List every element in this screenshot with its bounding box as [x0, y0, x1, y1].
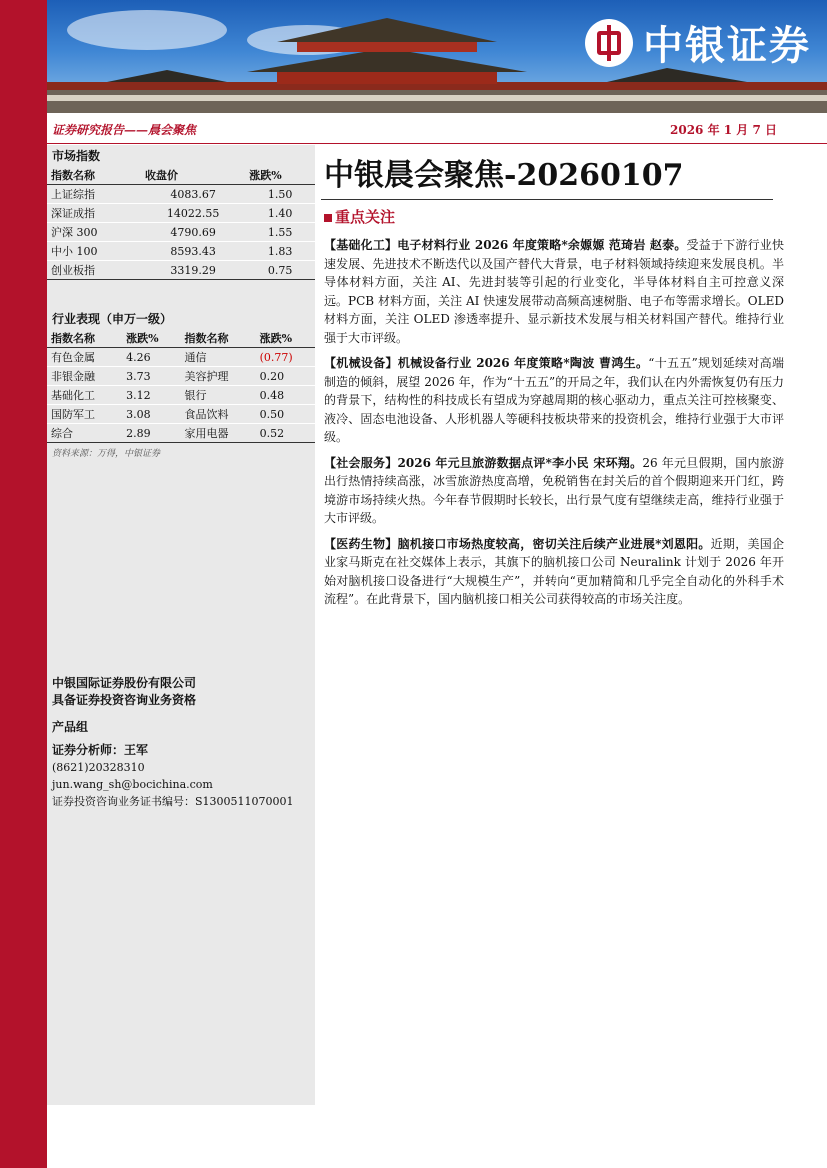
- title-divider: [321, 199, 773, 200]
- square-bullet-icon: [324, 214, 332, 222]
- analyst-cert: 证券投资咨询业务证书编号：S1300511070001: [52, 795, 294, 808]
- table-row: [47, 242, 315, 261]
- industry-name: 银行: [181, 386, 256, 405]
- industry-name: 综合: [47, 424, 122, 443]
- index-change: 1.40: [245, 204, 315, 223]
- market-index-table: [47, 166, 315, 280]
- index-close: 8593.43: [141, 242, 245, 261]
- analyst-email[interactable]: jun.wang_sh@bocichina.com: [52, 778, 213, 791]
- table-row: [47, 405, 315, 424]
- industry-change: (0.77): [256, 348, 315, 367]
- industry-change: 3.12: [122, 386, 180, 405]
- industry-title: 行业表现（申万一级）: [52, 312, 173, 326]
- index-name: 中小 100: [47, 242, 141, 261]
- paragraph-text: 近期，美国企业家马斯克在社交媒体上表示，其旗下的脑机接口公司 Neuralink 计划于 2026 年开始对脑机接口设备进行“大规模生产”，并转向“更加精简和几乎完全自动化的外科手术流程”。在此背景下，国内脑机接口相关公司获得较高的市场关注度。: [324, 536, 784, 606]
- col-header: 指数名称: [181, 329, 256, 348]
- report-type: 证券研究报告——晨会聚焦: [52, 123, 197, 137]
- source-note: 资料来源：万得，中银证券: [52, 449, 161, 459]
- industry-change: 0.50: [256, 405, 315, 424]
- article-body: [324, 236, 784, 616]
- table-row: [47, 185, 315, 204]
- industry-name: 国防军工: [47, 405, 122, 424]
- report-subbar: [47, 113, 827, 144]
- table-row: [47, 204, 315, 223]
- col-header: 指数名称: [47, 166, 141, 185]
- market-index-title: 市场指数: [52, 149, 101, 163]
- industry-change: 2.89: [122, 424, 180, 443]
- paragraph-text: “十五五”规划延续对高端制造的倾斜，展望 2026 年，作为“十五五”的开局之年，我们认在内外需恢复仍有压力的背景下，结构性的科技成长有望成为穿越周期的核心驱动力，重点关注可控核聚变、液冷、固态电池设备、人形机器人等硬科技板块带来的投资机会，维持行业强于大市评级。: [324, 356, 784, 444]
- boc-logo-icon: [585, 19, 633, 67]
- industry-change: 3.08: [122, 405, 180, 424]
- industry-name: 通信: [181, 348, 256, 367]
- table-row: [47, 386, 315, 405]
- analyst-name: 证券分析师：王军: [52, 743, 149, 757]
- paragraph-text: 26 年元旦假期，国内旅游出行热情持续高涨，冰雪旅游热度高增，免税销售在封关后的首个假期迎来开门红，跨境游市场持续火热。今年春节假期时长较长，出行景气度有望继续走高，维持行业强于大市评级。: [324, 455, 784, 525]
- col-header: 涨跌%: [245, 166, 315, 185]
- industry-name: 基础化工: [47, 386, 122, 405]
- industry-name: 有色金属: [47, 348, 122, 367]
- paragraph: [324, 354, 784, 447]
- sidebar: [47, 145, 315, 1105]
- index-change: 1.55: [245, 223, 315, 242]
- paragraph-head: 【机械设备】机械设备行业 2026 年度策略*陶波 曹鸿生。: [324, 356, 649, 370]
- table-row: [47, 424, 315, 443]
- paragraph-text: 受益于下游行业快速发展、先进技术不断迭代以及国产替代大背景，电子材料领域持续迎来发展良机。半导体材料方面，关注 AI、先进封装等引起的行业变化，半导体材料自主可控意义深远。PCB 材料方面，关注 AI 快速发展带动高频高速树脂、电子布等需求增长。OLED 材料方面，关注 OLED 渗透率提升、显示新技术发展与相关材料国产替代。维持行业强于大市评级。: [324, 238, 784, 345]
- industry-change: 0.20: [256, 367, 315, 386]
- industry-name: 食品饮料: [181, 405, 256, 424]
- left-red-bar: [0, 0, 47, 1168]
- table-row: [47, 367, 315, 386]
- industry-name: 家用电器: [181, 424, 256, 443]
- index-name: 创业板指: [47, 261, 141, 280]
- index-name: 深证成指: [47, 204, 141, 223]
- section-label: 重点关注: [335, 208, 396, 226]
- col-header: 收盘价: [141, 166, 245, 185]
- paragraph-head: 【社会服务】2026 年元旦旅游数据点评*李小民 宋环翔。: [324, 455, 643, 470]
- paragraph: [324, 454, 784, 528]
- report-date: 2026 年 1 月 7 日: [670, 123, 777, 137]
- table-row: [47, 223, 315, 242]
- industry-name: 非银金融: [47, 367, 122, 386]
- index-change: 1.83: [245, 242, 315, 261]
- paragraph-head: 【基础化工】电子材料行业 2026 年度策略*余嫄嫄 范琦岩 赵泰。: [324, 238, 687, 252]
- industry-change: 0.48: [256, 386, 315, 405]
- section-heading: [324, 206, 395, 227]
- page-title: 中银晨会聚焦-20260107: [324, 158, 684, 193]
- industry-change: 4.26: [122, 348, 180, 367]
- index-close: 4790.69: [141, 223, 245, 242]
- qualification: 具备证券投资咨询业务资格: [52, 693, 197, 707]
- index-close: 4083.67: [141, 185, 245, 204]
- industry-name: 美容护理: [181, 367, 256, 386]
- index-name: 上证综指: [47, 185, 141, 204]
- paragraph: [324, 236, 784, 347]
- paragraph: [324, 535, 784, 609]
- index-change: 0.75: [245, 261, 315, 280]
- col-header: 涨跌%: [256, 329, 315, 348]
- index-close: 14022.55: [141, 204, 245, 223]
- col-header: 指数名称: [47, 329, 122, 348]
- header-banner: [47, 0, 827, 113]
- contact-block: [52, 675, 294, 810]
- industry-change: 3.73: [122, 367, 180, 386]
- index-close: 3319.29: [141, 261, 245, 280]
- paragraph-head: 【医药生物】脑机接口市场热度较高，密切关注后续产业进展*刘恩阳。: [324, 536, 711, 551]
- index-name: 沪深 300: [47, 223, 141, 242]
- company-name: 中银国际证券股份有限公司: [52, 676, 197, 690]
- table-row: [47, 348, 315, 367]
- industry-table: [47, 329, 315, 443]
- industry-change: 0.52: [256, 424, 315, 443]
- table-row: [47, 261, 315, 280]
- col-header: 涨跌%: [122, 329, 180, 348]
- group-name: 产品组: [52, 720, 89, 734]
- brand-name: 中银证券: [643, 23, 811, 69]
- brand-logo: [585, 14, 811, 71]
- analyst-phone: (8621)20328310: [52, 761, 145, 774]
- index-change: 1.50: [245, 185, 315, 204]
